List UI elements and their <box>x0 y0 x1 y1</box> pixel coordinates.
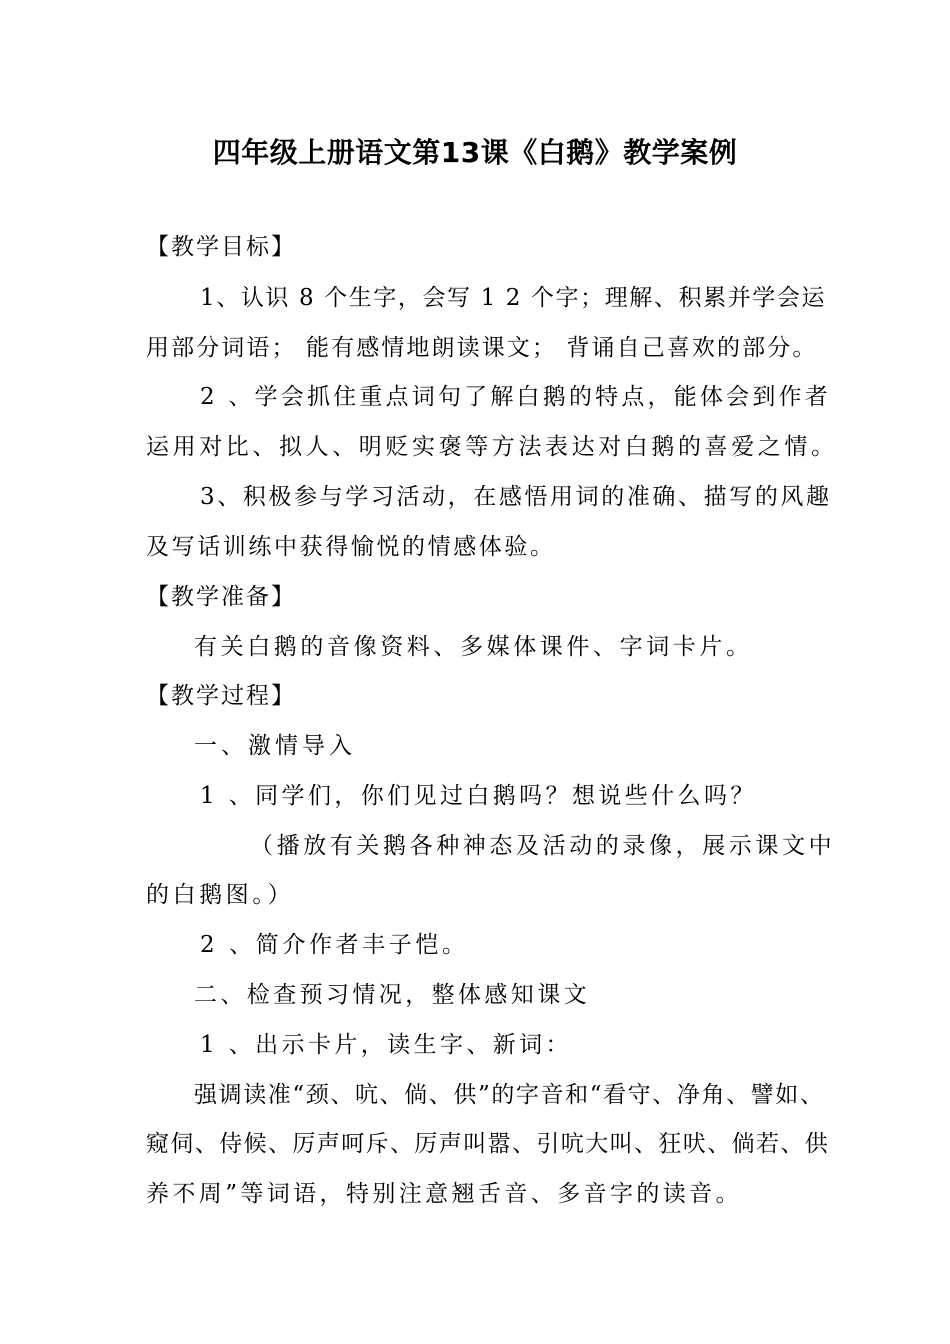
paragraph-line: 养不周”等词语，特别注意翘舌音、多音字的读音。 <box>146 1181 742 1207</box>
paragraph-line: 窥伺、侍候、厉声呵斥、厉声叫嚣、引吭大叫、狂吠、倘若、供 <box>146 1131 830 1157</box>
paragraph-line: 的白鹅图。） <box>146 882 295 908</box>
section-heading-preparation: 【教学准备】 <box>146 584 296 610</box>
section-heading-process: 【教学过程】 <box>146 683 296 709</box>
paragraph-line: 用部分词语； 能有感情地朗读课文； 背诵自己喜欢的部分。 <box>146 335 818 361</box>
paragraph-line: 运用对比、拟人、明贬实褒等方法表达对白鹅的喜爱之情。 <box>146 434 838 460</box>
paragraph-line: 及写话训练中获得愉悦的情感体验。 <box>146 534 556 560</box>
section-heading-objectives: 【教学目标】 <box>146 234 296 260</box>
paragraph-line: 2 、简介作者丰子恺。 <box>200 932 469 958</box>
paragraph-line: 二、检查预习情况，整体感知课文 <box>194 982 590 1008</box>
document-title: 四年级上册语文第13课《白鹅》教学案例 <box>212 136 738 169</box>
paragraph-line: 2 、学会抓住重点词句了解白鹅的特点，能体会到作者 <box>200 384 831 410</box>
paragraph-line: 强调读准“颈、吭、倘、供”的字音和“看守、净角、譬如、 <box>194 1082 825 1108</box>
paragraph-line: 有关白鹅的音像资料、多媒体课件、字词卡片。 <box>194 634 753 660</box>
paragraph-line: 一、激情导入 <box>194 733 356 759</box>
paragraph-line: （播放有关鹅各种神态及活动的录像，展示课文中 <box>250 833 836 859</box>
paragraph-line: 1 、出示卡片，读生字、新词： <box>200 1032 572 1058</box>
paragraph-line: 3、积极参与学习活动，在感悟用词的准确、描写的风趣 <box>200 484 832 510</box>
paragraph-line: 1 、同学们，你们见过白鹅吗？想说些什么吗？ <box>200 783 757 809</box>
paragraph-line: 1、认识 8 个生字，会写 1 2 个字；理解、积累并学会运 <box>200 285 827 311</box>
